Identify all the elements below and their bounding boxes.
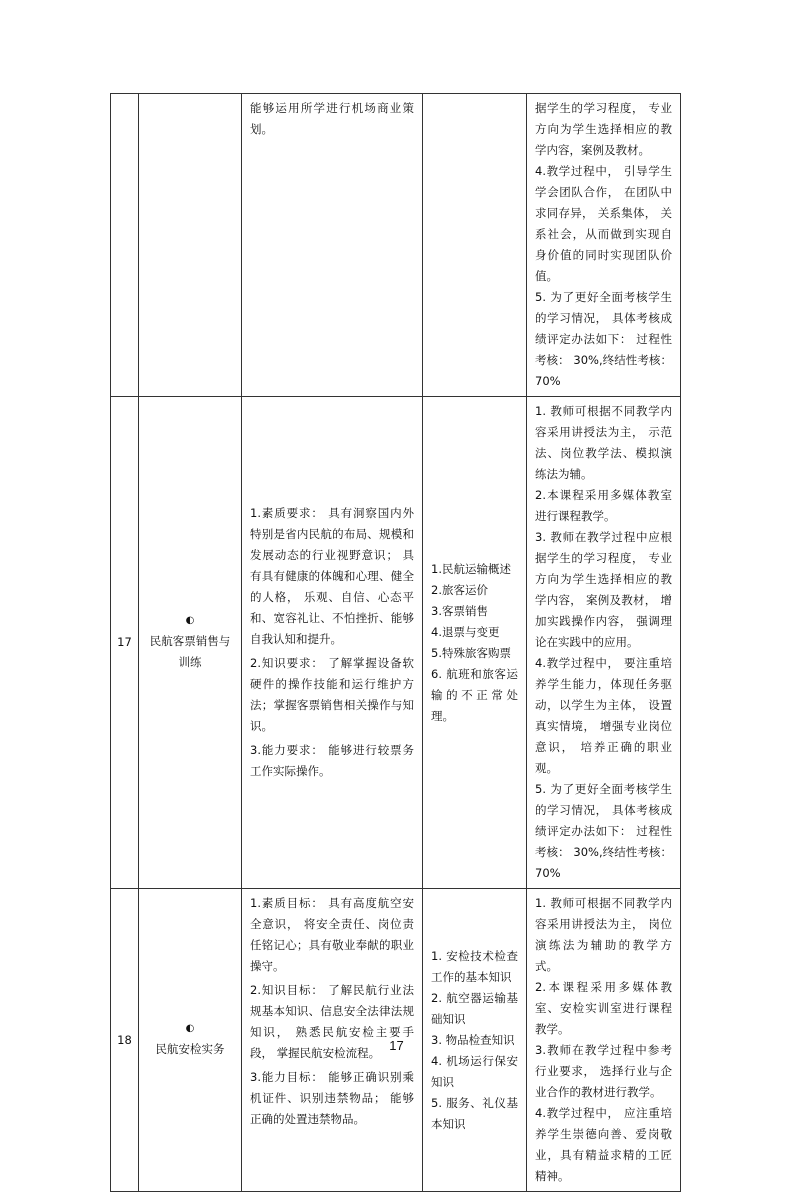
row-number-cell <box>111 94 139 397</box>
table-row <box>111 397 681 889</box>
target-text: 1.素质目标： 具有高度航空安全意识， 将安全责任、岗位责任铭记心；具有敬业奉献的职业操守。 <box>250 896 414 973</box>
content-item: 6. 航班和旅客运输的不正常处理。 <box>431 666 518 723</box>
target-text: 2.知识目标： 了解民航行业法规基本知识、信息安全法律法规知识， 熟悉民航安检主要手段， 掌握民航安检流程。 <box>250 983 414 1060</box>
target-text: 能够运用所学进行机场商业策划。 <box>250 101 414 136</box>
content-cell <box>423 94 527 397</box>
requirement-text: 1. 教师可根据不同教学内容采用讲授法为主， 示范法、岗位教学法、模拟演练法为辅。 <box>535 404 672 481</box>
requirements-cell <box>527 397 681 889</box>
content-item: 1.民航运输概述 <box>431 561 511 576</box>
content-item: 2. 航空器运输基础知识 <box>431 990 518 1026</box>
course-number: 18 <box>117 1032 132 1047</box>
course-number: 17 <box>117 635 132 649</box>
requirement-text: 5. 为了更好全面考核学生的学习情况， 具体考核成绩评定办法如下： 过程性考核： 30%,终结性考核： 70% <box>535 782 672 880</box>
course-name-cell <box>139 94 242 397</box>
requirement-text: 2.本课程采用多媒体教室、安检实训室进行课程教学。 <box>535 980 672 1036</box>
requirement-text: 据学生的学习程度， 专业方向为学生选择相应的教学内容，案例及教材。 <box>535 101 672 157</box>
target-text: 2.知识要求： 了解掌握设备软硬件的操作技能和运行维护方法；掌握客票销售相关操作与知识。 <box>250 656 414 733</box>
half-circle-icon: ◐ <box>185 614 195 626</box>
requirement-text: 4.教学过程中， 引导学生学会团队合作， 在团队中求同存异， 关系集体， 关系社会，从而做到实现自身价值的同时实现团队价值。 <box>535 164 672 283</box>
target-text: 3.能力要求： 能够进行较票务工作实际操作。 <box>250 743 414 778</box>
curriculum-table <box>110 93 681 1192</box>
content-item: 2.旅客运价 <box>431 582 488 597</box>
content-cell <box>423 397 527 889</box>
requirements-cell <box>527 94 681 397</box>
course-name-cell <box>139 397 242 889</box>
requirement-text: 2.本课程采用多媒体教室进行课程教学。 <box>535 488 672 523</box>
content-item: 5. 服务、礼仪基本知识 <box>431 1095 518 1131</box>
requirement-text: 4.教学过程中， 要注重培养学生能力，体现任务驱动，以学生为主体， 设置真实情境， 增强专业岗位意识， 培养正确的职业观。 <box>535 656 672 775</box>
requirement-text: 1. 教师可根据不同教学内容采用讲授法为主， 岗位演练法为辅助的教学方式。 <box>535 896 672 973</box>
requirement-text: 4.教学过程中， 应注重培养学生崇德向善、爱岗敬业，具有精益求精的工匠精神。 <box>535 1106 672 1183</box>
content-item: 4. 机场运行保安知识 <box>431 1053 518 1089</box>
page-number: 17 <box>389 1038 404 1053</box>
requirement-text: 3.教师在教学过程中参考行业要求， 选择行业与企业合作的教材进行教学。 <box>535 1043 672 1099</box>
targets-cell <box>242 397 423 889</box>
table-row <box>111 94 681 397</box>
course-name: 民航客票销售与训练 <box>149 633 231 669</box>
target-text: 1.素质要求： 具有洞察国内外特别是省内民航的布局、规模和发展动态的行业视野意识； 具有具有健康的体魄和心理、健全的人格， 乐观、自信、心态平和、宽容礼让、不怕挫折、能够自我认知和提升。 <box>250 506 414 646</box>
requirement-text: 5. 为了更好全面考核学生的学习情况， 具体考核成绩评定办法如下： 过程性考核： 30%,终结性考核： 70% <box>535 290 672 388</box>
requirement-text: 3. 教师在教学过程中应根据学生的学习程度， 专业方向为学生选择相应的教学内容， 案例及教材， 增加实践操作内容， 强调理论在实践中的应用。 <box>535 530 672 649</box>
target-text: 3.能力目标： 能够正确识别乘机证件、识别违禁物品； 能够正确的处置违禁物品。 <box>250 1070 414 1126</box>
content-item: 3. 物品检查知识 <box>431 1032 515 1047</box>
targets-cell <box>242 94 423 397</box>
content-item: 5.特殊旅客购票 <box>431 645 511 660</box>
row-number-cell <box>111 397 139 889</box>
course-name: 民航安检实务 <box>155 1041 225 1056</box>
content-item: 3.客票销售 <box>431 603 488 618</box>
half-circle-icon: ◐ <box>185 1022 195 1034</box>
content-item: 4.退票与变更 <box>431 624 500 639</box>
content-item: 1. 安检技术检查工作的基本知识 <box>431 948 518 984</box>
